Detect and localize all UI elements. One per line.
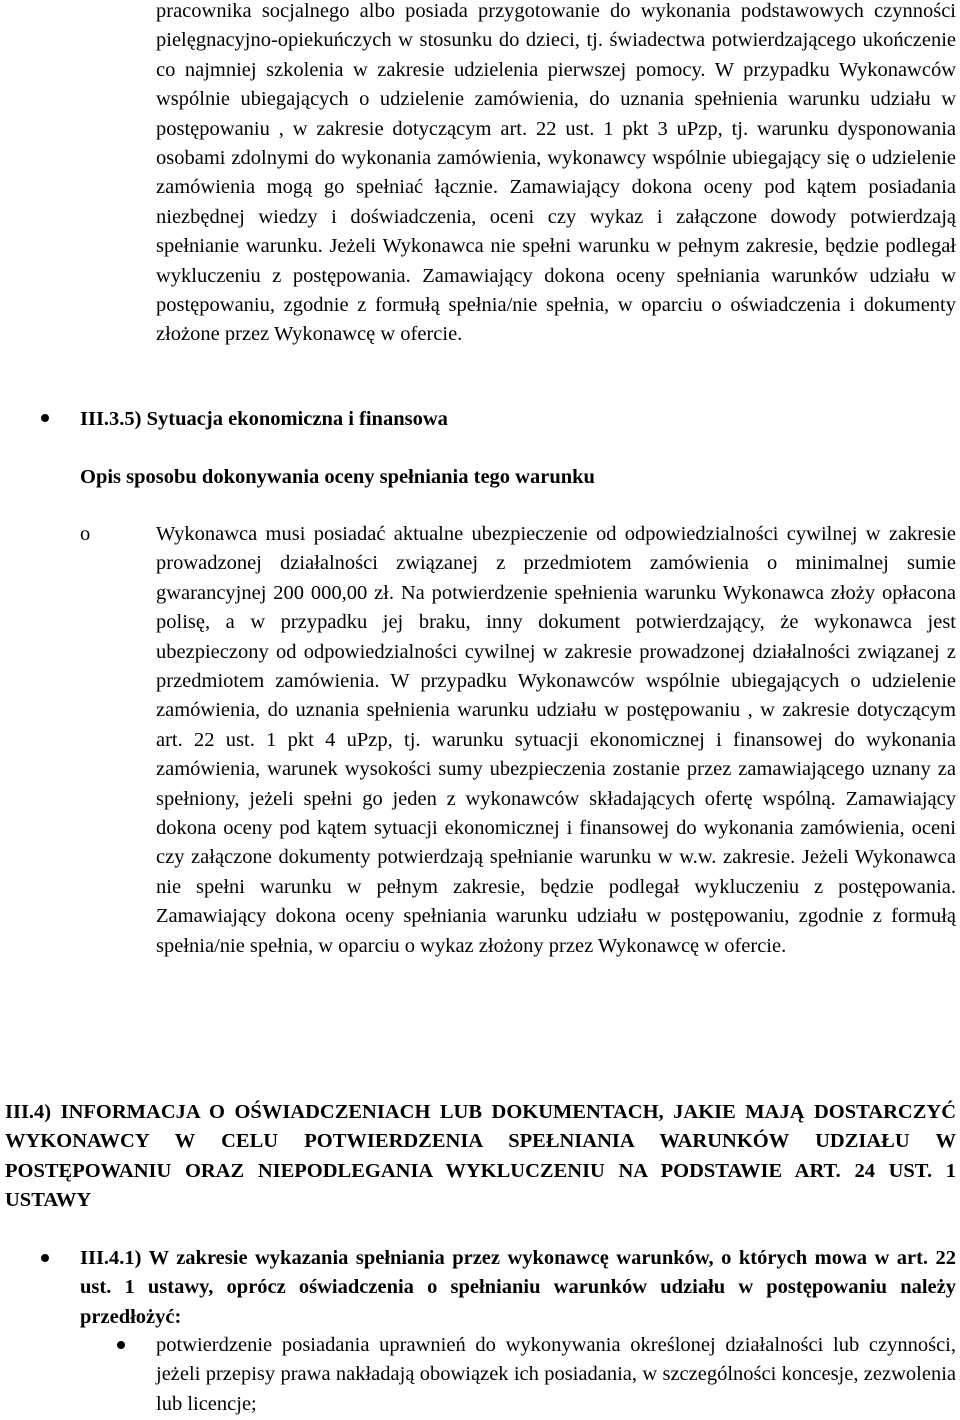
bullet-disc: [117, 1341, 125, 1349]
bullet-disc: [41, 1254, 49, 1262]
section-number: III.3.5): [80, 408, 142, 430]
bullet-disc: [41, 414, 49, 422]
list-item: potwierdzenie posiadania uprawnień do wykonywania określonej działalności lub czynności, jeżeli przepisy prawa nakładają obowiązek ich posiadania, w szczególności koncesje, zezwolenia lub licencje;: [156, 1334, 956, 1415]
evaluation-method-heading: Opis sposobu dokonywania oceny spełniania tego warunku: [80, 466, 595, 488]
section-title: Sytuacja ekonomiczna i finansowa: [146, 408, 448, 430]
continuation-paragraph: pracownika socjalnego albo posiada przygotowanie do wykonania podstawowych czynności pielęgnacyjno-opiekuńczych w stosunku do dzieci, tj. świadectwa potwierdzającego ukończenie co najmniej szkolenia w zakresie udzielenia pierwszej pomocy. W przypadku Wykonawców wspólnie ubiegających o udzielenie zamówienia, do uznania spełnienia warunku udziału w postępowaniu , w zakresie dotyczącym art. 22 ust. 1 pkt 3 uPzp, tj. warunku dysponowania osobami zdolnymi do wykonania zamówienia, wykonawcy wspólnie ubiegający się o udzielenie zamówienia mogą go spełniać łącznie. Zamawiający dokona oceny pod kątem posiadania niezbędnej wiedzy i doświadczenia, oceni czy wykaz i załączone dowody potwierdzają spełnianie warunku. Jeżeli Wykonawca nie spełni warunku w pełnym zakresie, będzie podlegał wykluczeniu z postępowania. Zamawiający dokona oceny spełniania warunków udziału w postępowaniu, zgodnie z formułą spełnia/nie spełnia, w oparciu o oświadczenia i dokumenty złożone przez Wykonawcę w ofercie.: [156, 0, 956, 346]
section-heading-iii-3-5: [80, 405, 448, 434]
insurance-requirement-paragraph: Wykonawca musi posiadać aktualne ubezpieczenie od odpowiedzialności cywilnej w zakresie prowadzonej działalności związanej z przedmiotem zamówienia o minimalnej sumie gwarancyjnej 200 000,00 zł. Na potwierdzenie spełnienia warunku Wykonawca złoży opłacona polisę, a w przypadku jej braku, inny dokument potwierdzający, że wykonawca jest ubezpieczony od odpowiedzialności cywilnej w zakresie prowadzonej działalności związanej z przedmiotem zamówienia. W przypadku Wykonawców wspólnie ubiegających o udzielenie zamówienia, do uznania spełnienia warunku udziału w postępowaniu , w zakresie dotyczącym art. 22 ust. 1 pkt 4 uPzp, tj. warunku sytuacji ekonomicznej i finansowej do wykonania zamówienia, warunek wysokości sumy ubezpieczenia zostanie przez zamawiającego uznany za spełniony, jeżeli spełni go jeden z wykonawców składających ofertę wspólną. Zamawiający dokona oceny pod kątem sytuacji ekonomicznej i finansowej do wykonania zamówienia, oceni czy załączone dokumenty potwierdzają spełnianie warunku w w.w. zakresie. Jeżeli Wykonawca nie spełni warunku w pełnym zakresie, będzie podlegał wykluczeniu z postępowania. Zamawiający dokona oceny spełniania warunku udziału w postępowaniu, zgodnie z formułą spełnia/nie spełnia, w oparciu o wykaz złożony przez Wykonawcę w ofercie.: [156, 523, 956, 957]
section-heading-iii-4: III.4) INFORMACJA O OŚWIADCZENIACH LUB DOKUMENTACH, JAKIE MAJĄ DOSTARCZYĆ WYKONAWCY W CELU POTWIERDZENIA SPEŁNIANIA WARUNKÓW UDZIAŁU W POSTĘPOWANIU ORAZ NIEPODLEGANIA WYKLUCZENIU NA PODSTAWIE ART. 24 UST. 1 USTAWY: [5, 1101, 956, 1212]
section-heading-iii-4-1: III.4.1) W zakresie wykazania spełniania przez wykonawcę warunków, o których mowa w art. 22 ust. 1 ustawy, oprócz oświadczenia o spełnianiu warunków udziału w postępowaniu należy przedłożyć:: [80, 1247, 956, 1328]
list-marker-o: o: [80, 523, 91, 545]
